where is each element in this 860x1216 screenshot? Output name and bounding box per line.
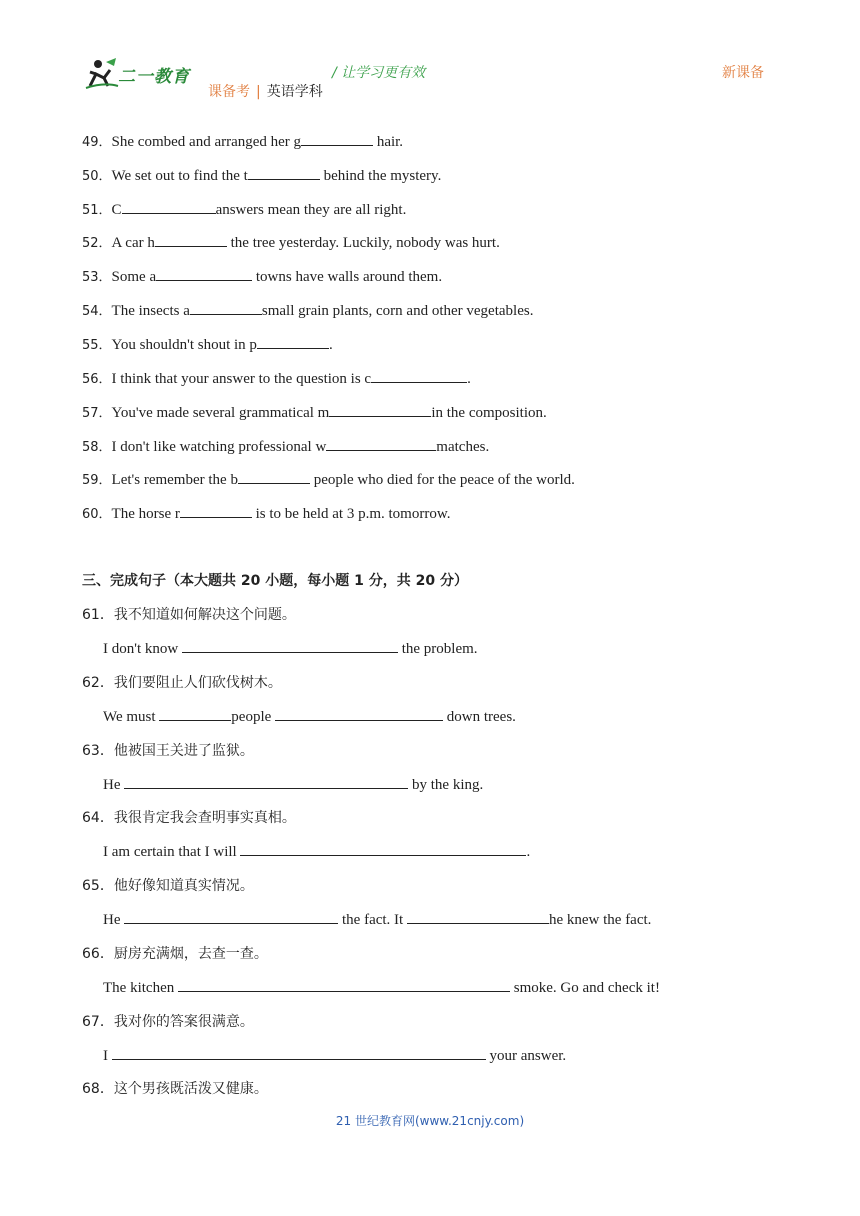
question-68-chinese: 68．这个男孩既活泼又健康。 [82,1081,268,1097]
answer-blank[interactable] [190,300,262,315]
header-subtitle [208,81,323,101]
answer-blank[interactable] [248,165,320,180]
question-58: 58．I don't like watching professional w matches. [82,436,489,456]
section-title: 三、完成句子（本大题共 20 小题，每小题 1 分，共 20 分） [82,573,468,589]
answer-blank[interactable] [180,503,252,518]
page-footer: 21 世纪教育网(www.21cnjy.com) [335,1114,525,1128]
question-63-english: He by the king. [103,774,483,794]
answer-blank[interactable] [124,774,408,789]
answer-blank[interactable] [407,909,549,924]
question-56: 56．I think that your answer to the question is c . [82,368,471,388]
answer-blank[interactable] [238,469,310,484]
question-57: 57．You've made several grammatical m in the composition. [82,402,547,422]
page-header [0,0,860,110]
question-59: 59．Let's remember the b people who died for the peace of the world. [82,469,575,489]
header-new-course: 新课备 [722,65,764,81]
header-sub-a: 课备考 [208,84,250,100]
answer-blank[interactable] [275,706,443,721]
answer-blank[interactable] [112,1045,486,1060]
question-62-chinese: 62．我们要阻止人们砍伐树木。 [82,675,282,691]
question-66-english: The kitchen smoke. Go and check it! [103,977,660,997]
answer-blank[interactable] [178,977,510,992]
answer-blank[interactable] [159,706,231,721]
question-67-english: I your answer. [103,1045,566,1065]
question-64-chinese: 64．我很肯定我会查明事实真相。 [82,810,296,826]
answer-blank[interactable] [301,131,373,146]
question-66-chinese: 66．厨房充满烟，去查一查。 [82,946,268,962]
answer-blank[interactable] [156,266,252,281]
question-61-chinese: 61．我不知道如何解决这个问题。 [82,607,296,623]
question-54: 54．The insects a small grain plants, corn and other vegetables. [82,300,533,320]
answer-blank[interactable] [257,334,329,349]
question-67-chinese: 67．我对你的答案很满意。 [82,1014,254,1030]
question-61-english: I don't know the problem. [103,638,478,658]
header-sub-b: 英语学科 [266,84,323,100]
question-52: 52．A car h the tree yesterday. Luckily, nobody was hurt. [82,232,500,252]
answer-blank[interactable] [122,199,216,214]
question-49: 49．She combed and arranged her g hair. [82,131,403,151]
answer-blank[interactable] [371,368,467,383]
header-sub-separator: | [256,84,261,100]
answer-blank[interactable] [329,402,431,417]
question-50: 50．We set out to find the t behind the mystery. [82,165,441,185]
question-55: 55．You shouldn't shout in p . [82,334,333,354]
question-64-english: I am certain that I will . [103,841,530,861]
answer-blank[interactable] [326,436,436,451]
question-62-english: We must people down trees. [103,706,516,726]
question-60: 60．The horse r is to be held at 3 p.m. tomorrow. [82,503,450,523]
answer-blank[interactable] [182,638,398,653]
brand-logo-text: 二一教育 [118,67,190,87]
question-63-chinese: 63．他被国王关进了监狱。 [82,743,254,759]
header-slogan: / 让学习更有效 [332,65,426,81]
answer-blank[interactable] [240,841,526,856]
answer-blank[interactable] [155,232,227,247]
question-53: 53．Some a towns have walls around them. [82,266,442,286]
question-65-chinese: 65．他好像知道真实情况。 [82,878,254,894]
question-51: 51．C answers mean they are all right. [82,199,406,219]
answer-blank[interactable] [124,909,338,924]
question-65-english: He the fact. It he knew the fact. [103,909,651,929]
